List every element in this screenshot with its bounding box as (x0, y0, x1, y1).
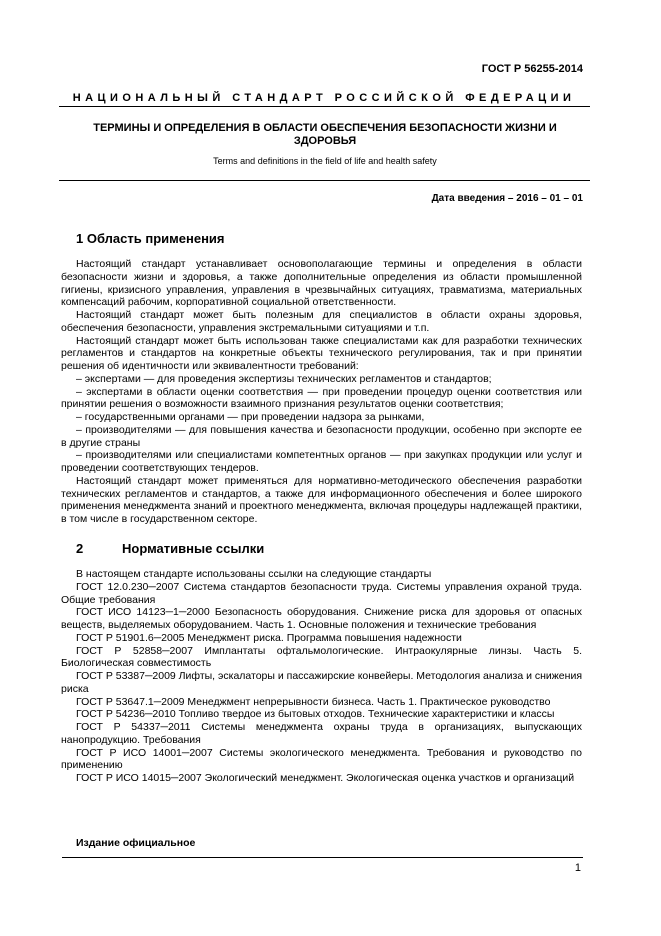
section-1-body (61, 258, 582, 526)
reference-item: ГОСТ Р ИСО 14001─2007 Системы экологического менеджмента. Требования и руководство по применению (61, 746, 582, 772)
section-2-number: 2 (76, 541, 84, 556)
banner-rule (59, 106, 590, 107)
section-1-number: 1 (76, 231, 84, 246)
title-rule (59, 180, 590, 181)
introduction-date: Дата введения – 2016 – 01 – 01 (431, 193, 583, 204)
list-item: – экспертами в области оценки соответствия — при проведении процедур оценки соответствия или принятии решения о возможности взаимного признания результатов оценки соответствия; (61, 385, 582, 411)
paragraph: Настоящий стандарт устанавливает основополагающие термины и определения в области безопасности жизни и здоровья, а также дополнительные определения из области промышленной гигиены, кризисного управления, управления в чрезвычайных ситуациях, травматизма, материальных компенсаций рабочим, корпоративной социальной ответственности. (61, 258, 582, 309)
reference-item: ГОСТ Р 53647.1─2009 Менеджмент непрерывности бизнеса. Часть 1. Практическое руководство (76, 695, 551, 708)
section-2-body (61, 568, 582, 785)
standard-banner: НАЦИОНАЛЬНЫЙ СТАНДАРТ РОССИЙСКОЙ ФЕДЕРАЦИИ (72, 92, 576, 104)
paragraph: Настоящий стандарт может быть использован также специалистами как для разработки технических регламентов и стандартов на конкретные объекты технического регулирования, так и при принятии решения об идентичности или эквивалентности требований: (61, 334, 582, 372)
paragraph: Настоящий стандарт может применяться для нормативно-методического обеспечения разработки технических регламентов и стандартов, а также для информационного обеспечения и более широкого применения менеджмента знаний и проектного менеджмента, включая процедуры надлежащей практики, в том числе в государственном секторе. (61, 474, 582, 525)
reference-item: ГОСТ 12.0.230─2007 Система стандартов безопасности труда. Системы управления охраной труда. Общие требования (61, 580, 582, 606)
page-number: 1 (574, 862, 581, 874)
section-2-title: Нормативные ссылки (122, 541, 265, 556)
reference-item: ГОСТ Р 51901.6─2005 Менеджмент риска. Программа повышения надежности (76, 631, 462, 644)
section-1-title: Область применения (86, 231, 225, 246)
document-number: ГОСТ Р 56255-2014 (481, 63, 583, 75)
document-title: ТЕРМИНЫ И ОПРЕДЕЛЕНИЯ В ОБЛАСТИ ОБЕСПЕЧЕНИЯ БЕЗОПАСНОСТИ ЖИЗНИ И ЗДОРОВЬЯ (93, 122, 557, 147)
reference-item: ГОСТ Р 52858─2007 Имплантаты офтальмологические. Интраокулярные линзы. Часть 5. Биологическая совместимость (61, 644, 582, 670)
list-item: – производителями — для повышения качества и безопасности продукции, особенно при экспорте ее в другие страны (61, 423, 582, 449)
reference-item: ГОСТ Р ИСО 14015─2007 Экологический менеджмент. Экологическая оценка участков и организаций (76, 772, 575, 784)
list-item: – экспертами — для проведения экспертизы технических регламентов и стандартов; (76, 372, 492, 385)
reference-item: ГОСТ Р 54236─2010 Топливо твердое из бытовых отходов. Технические характеристики и классы (76, 708, 555, 721)
section-2-heading (76, 541, 264, 556)
list-item: – государственными органами — при проведении надзора за рынками, (76, 411, 425, 423)
list-item: – производителями или специалистами компетентных органов — при закупках продукции или услуг и проведении соответствующих тендеров. (61, 449, 582, 474)
document-subtitle: Terms and definitions in the field of life and health safety (213, 156, 437, 166)
reference-item: ГОСТ Р 54337─2011 Системы менеджмента охраны труда в организациях, выпускающих нанопродукцию. Требования (61, 721, 582, 746)
footer-rule (62, 857, 583, 858)
section-1-heading (76, 231, 225, 246)
edition-label: Издание официальное (76, 837, 196, 849)
reference-item: ГОСТ ИСО 14123─1─2000 Безопасность оборудования. Снижение риска для здоровья от опасных веществ, выделяемых оборудованием. Часть 1. Основные положения и технические требования (61, 606, 582, 631)
paragraph: Настоящий стандарт может быть полезным для специалистов в области охраны здоровья, обеспечения безопасности, управления экстремальными ситуациями и т.п. (61, 309, 582, 334)
reference-item: ГОСТ Р 53387─2009 Лифты, эскалаторы и пассажирские конвейеры. Методология анализа и снижения риска (61, 670, 582, 695)
paragraph: В настоящем стандарте использованы ссылки на следующие стандарты (76, 568, 432, 580)
